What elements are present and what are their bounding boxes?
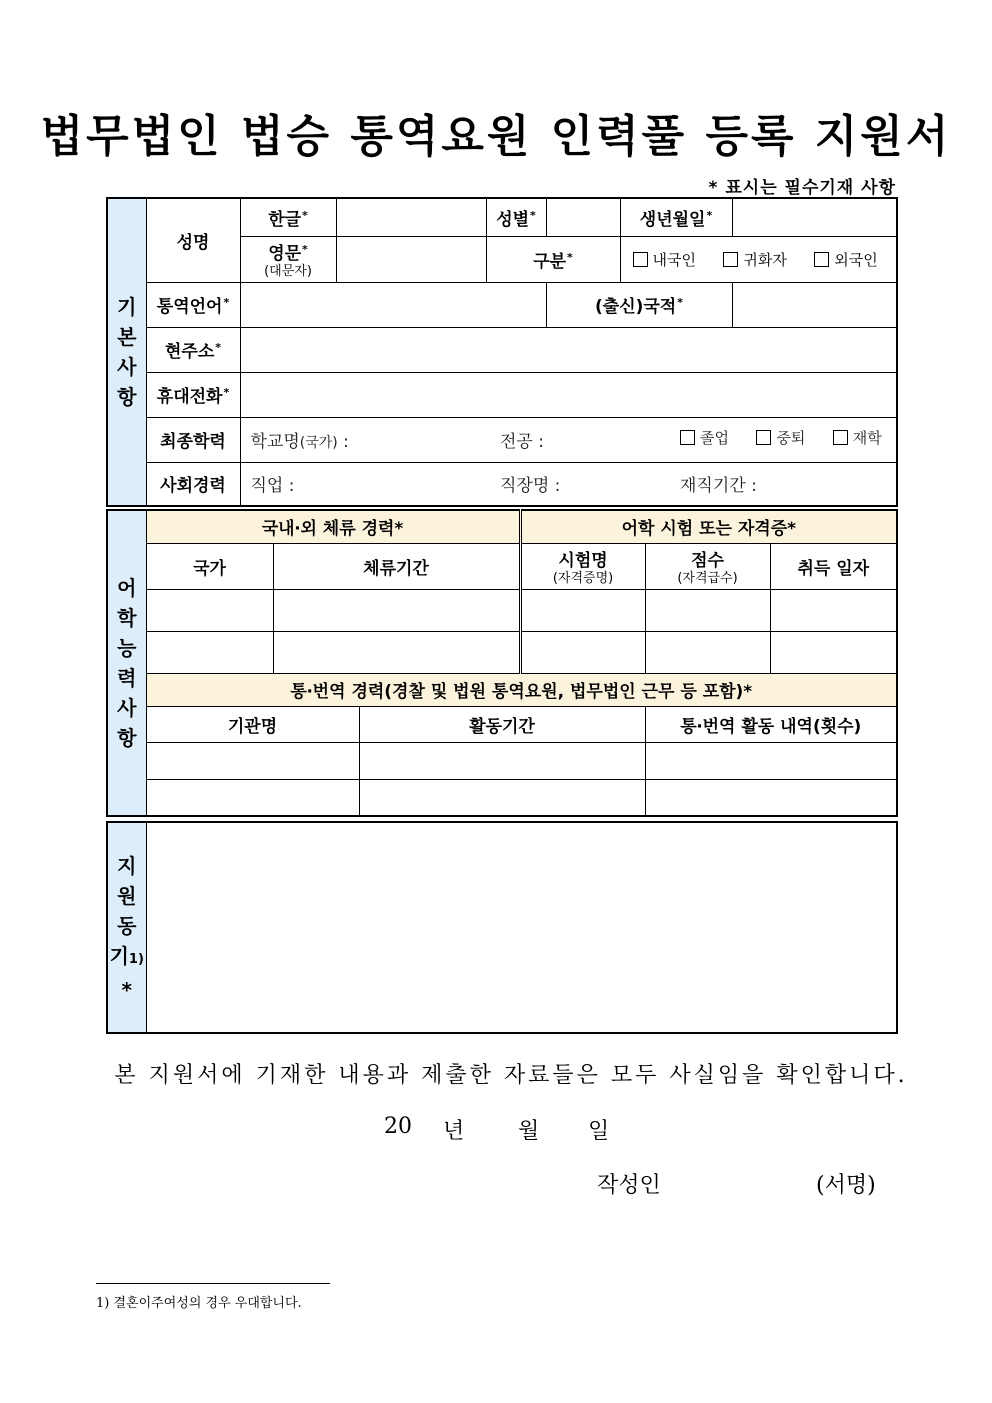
language-side-label [107, 510, 146, 816]
stay-cell[interactable] [146, 631, 273, 673]
language-input[interactable] [240, 282, 546, 327]
cert-cell[interactable] [520, 631, 645, 673]
birth-input[interactable] [732, 198, 897, 236]
stay-cell[interactable] [146, 589, 273, 631]
phone-label: 휴대전화 [156, 387, 223, 407]
footnote-divider [96, 1283, 330, 1284]
workplace-label: 직장명 : [500, 476, 561, 497]
career-row[interactable] [240, 462, 897, 506]
date-month-label: 월 [518, 1119, 540, 1144]
cert-cell[interactable] [770, 631, 897, 673]
english-label-cell: 영문* (대문자) [240, 236, 336, 282]
cert-cell[interactable] [645, 589, 770, 631]
stay-period-col: 체류기간 [273, 543, 520, 589]
major-label: 전공 : [500, 432, 544, 452]
language-ability-table [106, 509, 898, 817]
translation-cell[interactable] [146, 779, 359, 816]
date-year-label: 년 [443, 1119, 465, 1144]
signature-field[interactable]: (서명) [816, 1173, 876, 1198]
category-label: 구분 [533, 251, 567, 272]
tenure-label: 재직기간 : [680, 476, 757, 497]
date-year: 20 [384, 1114, 412, 1139]
motivation-side-text: 지 원 동 기1) * [109, 853, 144, 1002]
cert-cell[interactable] [520, 589, 645, 631]
phone-input[interactable] [240, 372, 897, 417]
domestic-checkbox[interactable] [633, 252, 648, 267]
declaration: 본 지원서에 기재한 내용과 제출한 자료들은 모두 사실임을 확인합니다. [114, 1063, 908, 1088]
translation-cell[interactable] [146, 742, 359, 779]
language-side-text: 어 학 능 력 사 항 [117, 576, 137, 750]
basic-info-table: 기 본 사 항 성명 한글* 성별* 생년월일* 영문* (대문자) 구분* 내국인 귀화자 외국인 통역언어* (출신)국적* 현주소* 휴대전화* 최종학력 학교명(국가) : 전공 : 졸업 중퇴 재학 사회경력 직업 : 직장명 : 재직기간 : [106, 197, 898, 507]
graduated-checkbox[interactable] [680, 430, 695, 445]
school-label: 학교명(국가) : [250, 432, 349, 452]
translation-cell[interactable] [645, 742, 897, 779]
translation-cell[interactable] [645, 779, 897, 816]
cert-cell[interactable] [645, 631, 770, 673]
dropout-checkbox[interactable] [756, 430, 771, 445]
job-label: 직업 : [250, 476, 295, 497]
nationality-input[interactable] [732, 282, 897, 327]
enrolled-checkbox[interactable] [833, 430, 848, 445]
gender-input[interactable] [546, 198, 620, 236]
education-label: 최종학력 [146, 417, 240, 462]
stay-header: 국내‧외 체류 경력* [146, 510, 520, 543]
basic-side-label [107, 198, 146, 506]
address-input[interactable] [240, 327, 897, 372]
stay-cell[interactable] [273, 631, 520, 673]
gender-label: 성별 [496, 209, 530, 230]
required-note: * 표시는 필수기재 사항 [708, 178, 896, 198]
cert-header: 어학 시험 또는 자격증* [520, 510, 897, 543]
birth-label: 생년월일 [639, 209, 706, 230]
country-col: 국가 [146, 543, 273, 589]
exam-col: 시험명 (자격증명) [520, 543, 645, 589]
org-col: 기관명 [146, 706, 359, 742]
stay-cell[interactable] [273, 589, 520, 631]
address-label: 현주소 [164, 342, 215, 362]
translation-header: 통‧번역 경력(경찰 및 법원 통역요원, 법무법인 근무 등 포함)* [146, 673, 897, 706]
foreigner-checkbox[interactable] [814, 252, 829, 267]
motivation-table [106, 821, 898, 1034]
korean-name-input[interactable] [336, 198, 486, 236]
translation-cell[interactable] [359, 742, 645, 779]
language-label: 통역언어 [156, 297, 223, 317]
basic-side-text: 기 본 사 항 [117, 295, 137, 409]
acq-date-col: 취득 일자 [770, 543, 897, 589]
nationality-label: (출신)국적 [595, 297, 677, 317]
motivation-input[interactable] [146, 822, 897, 1033]
motivation-side-label [107, 822, 146, 1033]
translation-cell[interactable] [359, 779, 645, 816]
page-title: 법무법인 법승 통역요원 인력풀 등록 지원서 [40, 111, 952, 162]
score-col: 점수 (자격급수) [645, 543, 770, 589]
footnote: 1) 결혼이주여성의 경우 우대합니다. [96, 1296, 302, 1311]
name-label: 성명 [146, 198, 240, 282]
english-name-input[interactable] [336, 236, 486, 282]
signer-label: 작성인 [597, 1173, 661, 1198]
cert-cell[interactable] [770, 589, 897, 631]
date-day-label: 일 [588, 1119, 610, 1144]
career-label: 사회경력 [146, 462, 240, 506]
naturalized-checkbox[interactable] [723, 252, 738, 267]
details-col: 통‧번역 활동 내역(횟수) [645, 706, 897, 742]
period-col: 활동기간 [359, 706, 645, 742]
education-row[interactable]: 학교명(국가) : 전공 : 졸업 중퇴 재학 [240, 417, 897, 462]
korean-label: 한글 [268, 209, 302, 230]
